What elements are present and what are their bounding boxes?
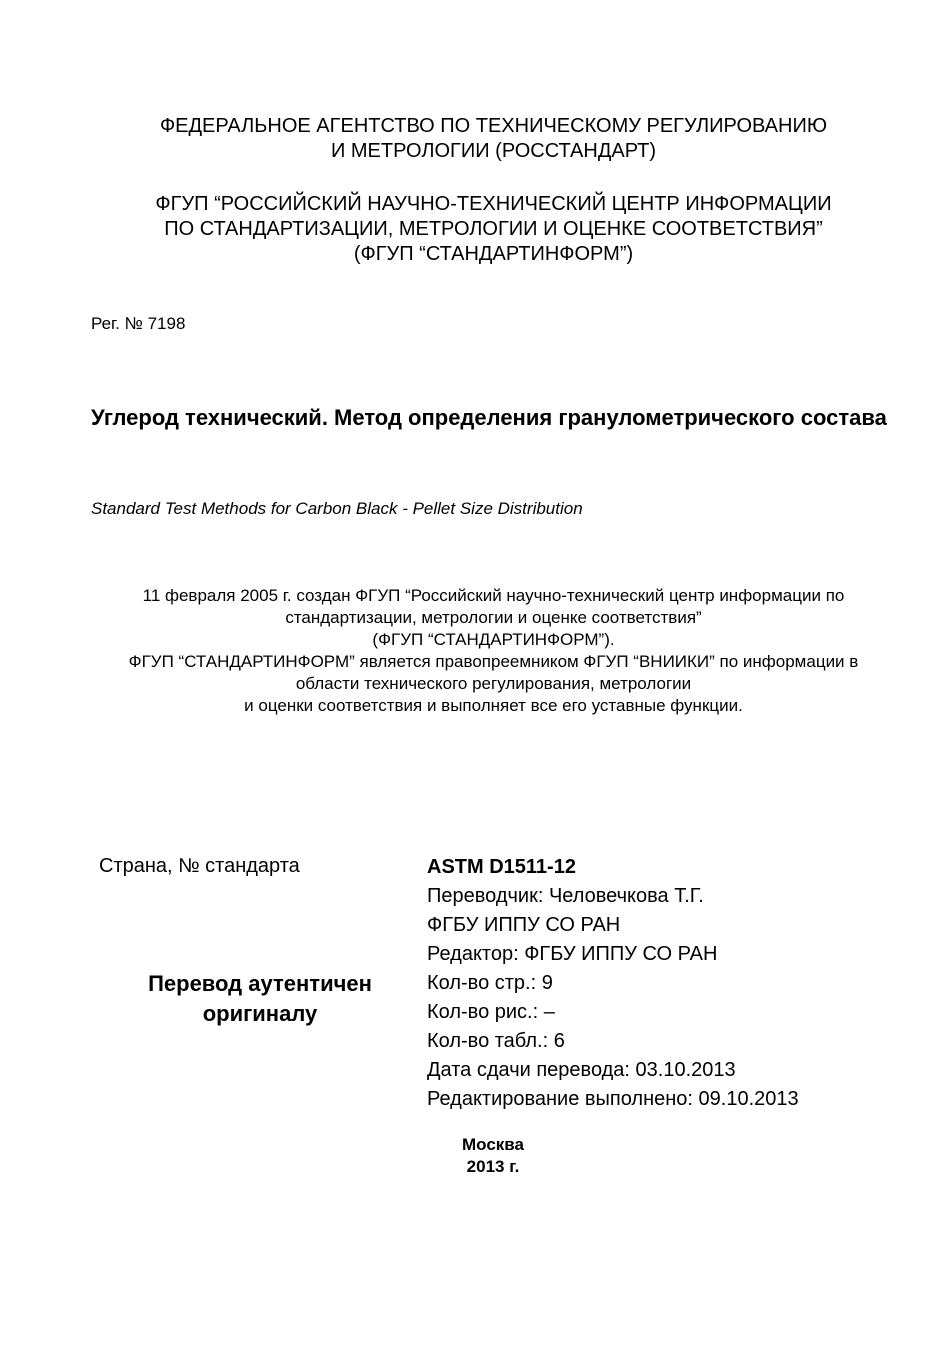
figure-count: Кол-во рис.: –	[427, 1001, 555, 1023]
history-line: ФГУП “СТАНДАРТИНФОРМ” является правопреемником ФГУП “ВНИИКИ” по информации в	[128, 652, 859, 671]
translator: Переводчик: Человечкова Т.Г.	[427, 885, 704, 907]
year: 2013 г.	[466, 1157, 520, 1176]
document-title-english: Standard Test Methods for Carbon Black - Pellet Size Distribution	[91, 499, 583, 518]
history-line: стандартизации, метрологии и оценке соответствия”	[285, 608, 702, 627]
history-line: и оценки соответствия и выполняет все его уставные функции.	[244, 696, 743, 715]
organization-line: ПО СТАНДАРТИЗАЦИИ, МЕТРОЛОГИИ И ОЦЕНКЕ СООТВЕТСТВИЯ”	[164, 218, 823, 240]
agency-line: И МЕТРОЛОГИИ (РОССТАНДАРТ)	[330, 140, 657, 162]
agency-header	[0, 114, 950, 164]
place-and-year	[428, 1134, 558, 1178]
page-count: Кол-во стр.: 9	[427, 972, 553, 994]
authentic-line: оригиналу	[202, 1001, 318, 1026]
editor: Редактор: ФГБУ ИППУ СО РАН	[427, 943, 718, 965]
registration-number: Рег. № 7198	[91, 314, 186, 333]
agency-line: ФЕДЕРАЛЬНОЕ АГЕНТСТВО ПО ТЕХНИЧЕСКОМУ РЕГУЛИРОВАНИЮ	[159, 115, 828, 137]
history-line: области технического регулирования, метрологии	[295, 674, 692, 693]
organization-header	[0, 192, 950, 267]
table-count: Кол-во табл.: 6	[427, 1030, 565, 1052]
document-title: Углерод технический. Метод определения гранулометрического состава	[91, 405, 887, 430]
history-line: (ФГУП “СТАНДАРТИНФОРМ”).	[372, 630, 615, 649]
editing-date: Редактирование выполнено: 09.10.2013	[427, 1088, 799, 1110]
standard-number: ASTM D1511-12	[427, 856, 576, 878]
authentic-translation-note	[105, 969, 415, 1029]
authentic-line: Перевод аутентичен	[148, 971, 372, 996]
organization-history	[0, 585, 950, 717]
translator-organization: ФГБУ ИППУ СО РАН	[427, 914, 621, 936]
translation-details	[427, 853, 799, 1114]
organization-line: (ФГУП “СТАНДАРТИНФОРМ”)	[353, 243, 634, 265]
country-standard-label: Страна, № стандарта	[99, 855, 300, 877]
delivery-date: Дата сдачи перевода: 03.10.2013	[427, 1059, 736, 1081]
organization-line: ФГУП “РОССИЙСКИЙ НАУЧНО-ТЕХНИЧЕСКИЙ ЦЕНТР ИНФОРМАЦИИ	[155, 193, 832, 215]
city: Москва	[462, 1135, 524, 1154]
history-line: 11 февраля 2005 г. создан ФГУП “Российский научно-технический центр информации по	[142, 586, 845, 605]
